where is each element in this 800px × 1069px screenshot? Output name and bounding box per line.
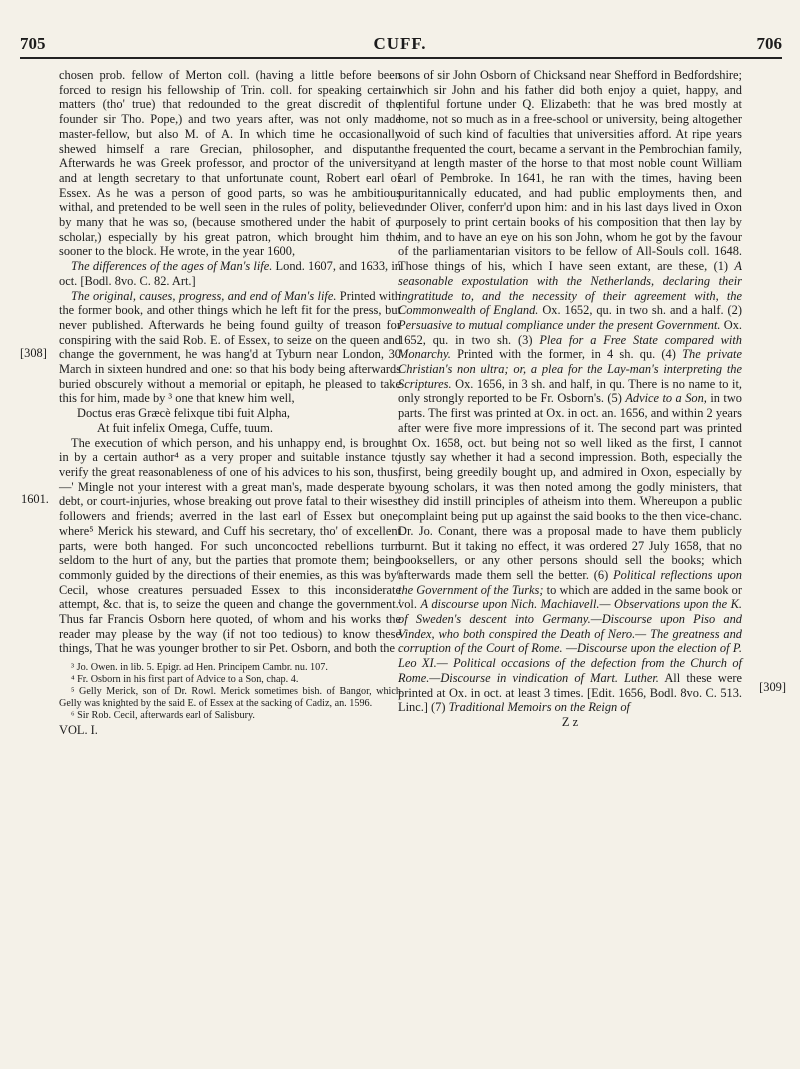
- footnotes: [59, 662, 401, 722]
- paragraph: The original, causes, progress, and end of Man's life. Printed with the former book, and other things which he left fit for the press, but never published. Afterwards he being found guilty of treason for conspiring with the said Rob. E. of Essex, to seize on the queen and change the government, he was hang'd at Tyburn near London, 30 March in sixteen hundred and one: so that his body being afterwards buried obscurely without a memorial or epitaph, he pleased to take this for him, made by ³ one that knew him well,: [59, 288, 401, 406]
- header-rule: [20, 57, 782, 59]
- epitaph-line: At fuit infelix Omega, Cuffe, tuum.: [97, 420, 273, 435]
- epitaph-line: Doctus eras Græcè felixque tibi fuit Alpha,: [77, 406, 290, 421]
- work-title: The differences of the ages of Man's life.: [71, 259, 273, 274]
- margin-note-page-ref-right: [309]: [759, 680, 786, 694]
- page-number-left: 705: [20, 34, 46, 53]
- footnote: ⁵ Gelly Merick, son of Dr. Rowl. Merick sometimes bish. of Bangor, which Gelly was knighted by the said E. of Essex at the sacking of Cadiz, an. 1596.: [59, 686, 401, 710]
- work-title: A seasonable expostulation with the Netherlands, declaring their ingratitude to, and the necessity of their agreement with, the Commonwealth of England.: [398, 259, 742, 318]
- work-title: Political reflections upon the Government of the Turks;: [398, 567, 742, 597]
- work-title: The private Christian's non ultra; or, a plea for the Lay-man's interpreting the Scriptures.: [398, 347, 742, 391]
- footnote: ⁴ Fr. Osborn in his first part of Advice to a Son, chap. 4.: [71, 674, 299, 686]
- right-column: [398, 68, 742, 730]
- paragraph: The differences of the ages of Man's life. Lond. 1607, and 1633, in oct. [Bodl. 8vo. C. 82. Art.]: [59, 259, 402, 288]
- paragraph: sons of sir John Osborn of Chicksand near Shefford in Bedfordshire; which sir John and his father did both enjoy a quiet, happy, and plentiful fortune under Q. Elizabeth: that he was bred mostly at home, not so much as in a free-school or university, being altogether void of such kind of faculties that universities afford. At ripe years he frequented the court, became a servant in the Pembrochian family, and at length master of the horse to that most noble count William earl of Pembroke. In 1641, he ran with the times, having been puritannically educated, and had public employments then, and under Oliver, conferr'd upon him: and in his last days lived in Oxon purposely to print certain books of his composition that then lay by him, and to have an eye on his son John, whom he got by the favour of the parliamentarian visitors to be fellow of All-Souls coll. 1648. Those things of his, which I have seen extant, are these, (1) A seasonable expostulation with the Netherlands, declaring their ingratitude to, and the necessity of their agreement with, the Commonwealth of England. Ox. 1652, qu. in two sh. and a half. (2) Persuasive to mutual compliance under the present Government. Ox. 1652, qu. in two sh. (3) Plea for a Free State compared with Monarchy. Printed with the former, in 4 sh. qu. (4) The private Christian's non ultra; or, a plea for the Lay-man's interpreting the Scriptures. Ox. 1656, in 3 sh. and half, in qu. There is no name to it, only strongly reported to be Fr. Osborn's. (5) Advice to a Son, in two parts. The first was printed at Ox. in oct. an. 1656, and within 2 years after were five more impressions of it. The second part was printed at Ox. 1658, oct. but being not so well liked as the first, I cannot justly say whether it had a second impression. Both, especially the first, being greedily bought up, and admired in Oxon, especially by young scholars, it was then noted among the godly ministers, that they did instill principles of atheism into them. Whereupon a public complaint being put up against the said books to the then vice-chanc. Dr. Jo. Conant, there was a proposal made to have them publicly burnt. But it taking no effect, it was ordered 27 July 1658, that no booksellers, or any other persons should sell the books; which afterwards made them sell the better. (6) Political reflections upon the Government of the Turks; to which are added in the same book or vol. A discourse upon Nich. Machiavell.— Observations upon the K. of Sweden's descent into Germany.—Discourse upon Piso and Vindex, who both conspired the Death of Nero.— The greatness and corruption of the Court of Rome. —Discourse upon the election of P. Leo XI.— Political occasions of the defection from the Church of Rome.—Discourse in vindication of Mart. Luther. All these were printed at Ox. in oct. at least 3 times. [Edit. 1656, Bodl. 8vo. C. 513. Linc.] (7) Traditional Memoirs on the Reign of: [398, 68, 743, 715]
- work-title: Advice to a Son,: [625, 391, 707, 406]
- work-title: A discourse upon Nich. Machiavell.— Observations upon the K. of Sweden's descent into Germany.—Discourse upon Piso and Vindex, who both conspired the Death of Nero.— The greatness and corruption of the Court of Rome. —Discourse upon the election of P. Leo XI.— Political occasions of the defection from the Church of Rome.—Discourse in vindication of Mart. Luther.: [398, 597, 742, 685]
- work-title: Plea for a Free State compared with Monarchy.: [398, 332, 742, 362]
- running-header: [0, 34, 800, 64]
- footnote: ³ Jo. Owen. in lib. 5. Epigr. ad Hen. Principem Cambr. nu. 107.: [71, 662, 328, 674]
- page-number-right: 706: [756, 34, 782, 53]
- footnote: ⁶ Sir Rob. Cecil, afterwards earl of Salisbury.: [71, 710, 255, 722]
- margin-note-year: 1601.: [21, 492, 49, 506]
- left-column: [59, 68, 401, 738]
- paragraph: The execution of which person, and his unhappy end, is brought in by a certain author⁴ as a very proper and suitable instance to verify the great reasonableness of one of his advices to his son, thus,—' Mingle not your interest with a great man's, made desperate by debt, or court-injuries, whose breaking out prove fatal to their wisest followers and friends; averred in the last earl of Essex but one, where⁵ Merick his steward, and Cuff his secretary, tho' of excellent parts, were both hanged. For such unconcocted rebellions turn seldom to the hurt of any, but the parties that promote them; being commonly guided by the directions of their enemies, as this was by⁶ Cecil, whose creatures persuaded Essex to this inconsiderate attempt, &c. that is, to seize the queen and change the government.' Thus far Francis Osborn here quoted, of whom and his works the reader may please by the way (if not too tedious) to know these things, That he was younger brother to sir Pet. Osborn, and both the: [59, 435, 401, 656]
- margin-note-page-ref: [308]: [20, 346, 47, 360]
- gathering-signature: Z z: [561, 714, 579, 729]
- paragraph: chosen prob. fellow of Merton coll. (having a little before been forced to resign his fellowship of Trin. coll. for speaking certain matters (tho' true) that redounded to the great discredit of the founder sir Tho. Pope,) and two years after, was not only made master-fellow, but also M. of A. In which time he occasionally shewed himself a rare Grecian, philosopher, and disputant. Afterwards he was Greek professor, and proctor of the university, and at length secretary to that unfortunate count, Robert earl of Essex. As he was a person of good parts, so was he ambitious withal, and pretended to be well seen in the rules of polity, believed by many that he was so, (because smothered under the habit of a scholar,) especially by his great patron, which brought him the sooner to the block. He wrote, in the year 1600,: [59, 68, 401, 259]
- work-title: Traditional Memoirs on the Reign of: [448, 700, 630, 715]
- work-title: The original, causes, progress, and end of Man's life.: [71, 288, 337, 303]
- work-title: Persuasive to mutual compliance under the present Government.: [398, 317, 721, 332]
- running-title: CUFF.: [373, 34, 427, 53]
- volume-signature: VOL. I.: [59, 723, 98, 738]
